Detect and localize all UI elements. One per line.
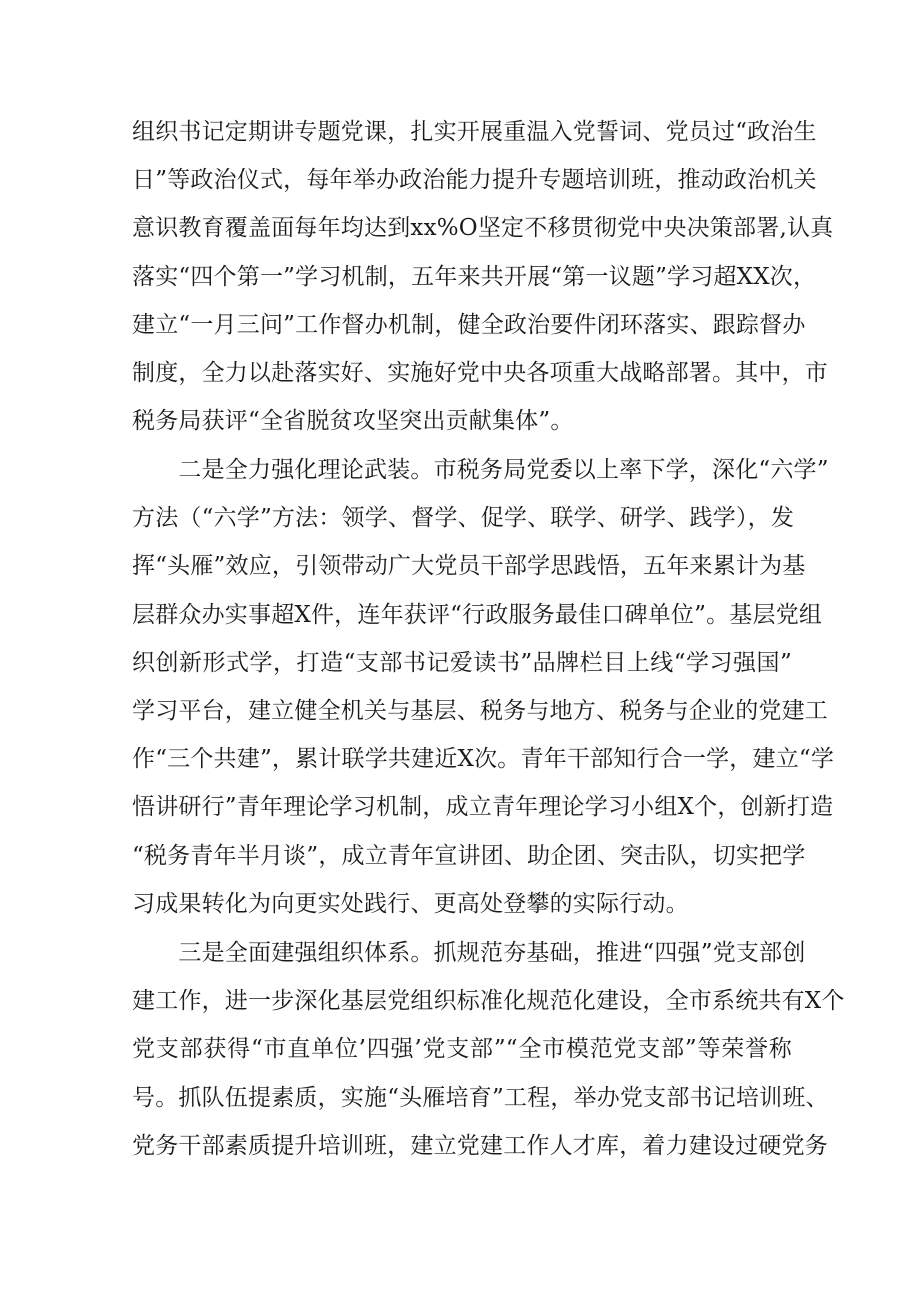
text-line: 日”等政治仪式，每年举办政治能力提升专题培训班，推动政治机关 (132, 167, 817, 194)
text-line: “税务青年半月谈”，成立青年宣讲团、助企团、突击队，切实把学 (132, 842, 806, 869)
text-line: 学习平台，建立健全机关与基层、税务与地方、税务与企业的党建工 (132, 698, 828, 725)
text-line: 习成果转化为向更实处践行、更高处登攀的实际行动。 (132, 890, 689, 917)
text-line: 方法（“六学”方法：领学、督学、促学、联学、研学、践学），发 (132, 505, 795, 532)
text-line: 悟讲研行”青年理论学习机制，成立青年理论学习小组X个，创新打造 (132, 794, 834, 821)
text-line: 组织书记定期讲专题党课，扎实开展重温入党誓词、党员过“政治生 (132, 119, 817, 145)
text-line: 党务干部素质提升培训班，建立党建工作人才库，着力建设过硬党务 (132, 1132, 828, 1159)
text-line: 织创新形式学，打造“支部书记爱读书”品牌栏目上线“学习强国” (132, 649, 792, 676)
text-line: 挥“头雁”效应，引领带动广大党员干部学思践悟，五年来累计为基 (132, 553, 806, 580)
text-line: 建立“一月三问”工作督办机制，健全政治要件闭环落实、跟踪督办 (132, 311, 806, 338)
paragraph-2 (132, 446, 835, 928)
text-line: 层群众办实事超X件，连年获评“行政服务最佳口碑单位”。基层党组 (132, 601, 823, 628)
text-line: 建工作，进一步深化基层党组织标准化规范化建设，全市系统共有X个 (132, 988, 845, 1015)
paragraph-3 (132, 929, 845, 1170)
text-line: 制度，全力以赴落实好、实施好党中央各项重大战略部署。其中，市 (132, 360, 828, 387)
paragraph-1 (132, 108, 834, 445)
text-line: 作“三个共建”，累计联学共建近X次。青年干部知行合一学，建立“学 (132, 746, 835, 773)
text-line: 落实“四个第一”学习机制，五年来共开展“第一议题”学习超XX次， (132, 263, 817, 290)
text-line: 税务局获评“全省脱贫攻坚突出贡献集体”。 (132, 408, 574, 435)
text-line: 三是全面建强组织体系。抓规范夯基础，推进“四强”党支部创 (132, 940, 806, 966)
text-line: 党支部获得“市直单位’四强’党支部”“全市模范党支部”等荣誉称 (132, 1036, 792, 1063)
text-line: 号。抓队伍提素质，实施“头雁培育”工程，举办党支部书记培训班、 (132, 1084, 829, 1111)
text-line: 意识教育覆盖面每年均达到xx%O坚定不移贯彻党中央决策部署,认真 (132, 215, 834, 242)
text-line: 二是全力强化理论武装。市税务局党委以上率下学，深化“六学” (132, 457, 829, 483)
